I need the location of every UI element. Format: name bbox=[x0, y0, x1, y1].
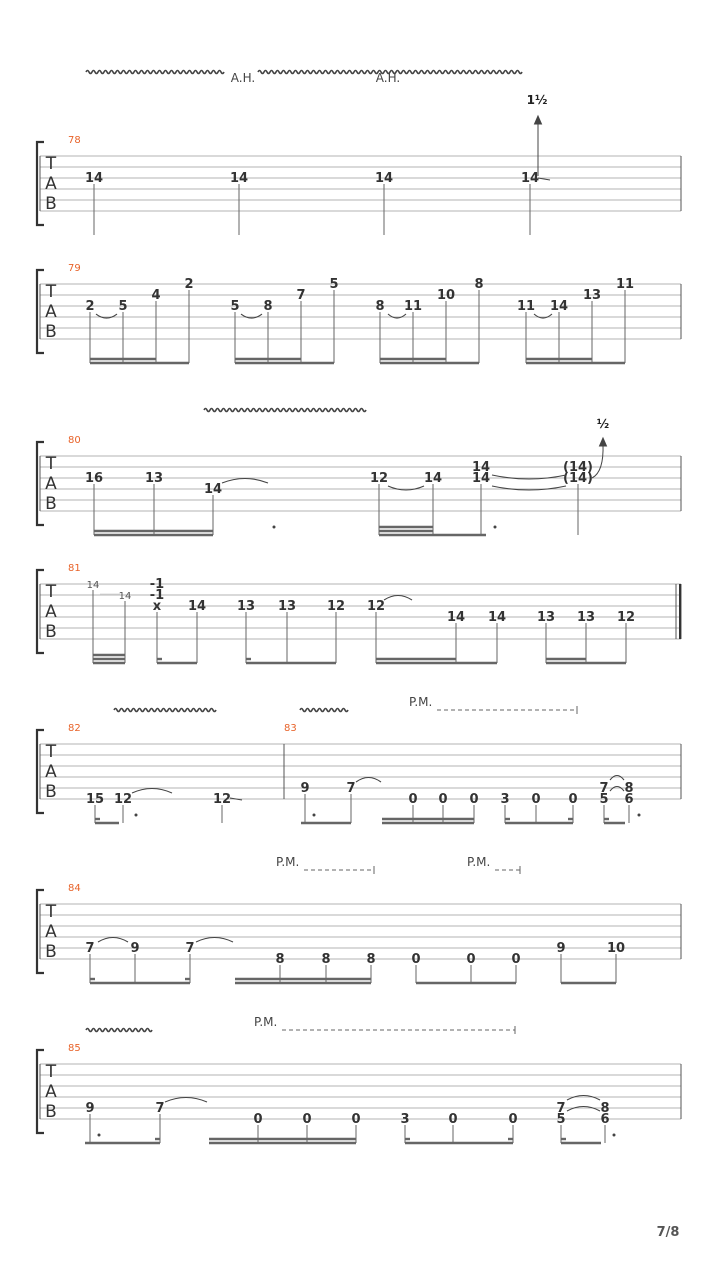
tab-fret-number: 0 bbox=[438, 792, 448, 807]
bar-number: 81 bbox=[68, 563, 81, 574]
tab-system-6 bbox=[37, 883, 681, 983]
tab-fret-number: 14 bbox=[203, 482, 223, 497]
vibrato-mark bbox=[114, 709, 216, 712]
tab-fret-number: 13 bbox=[576, 610, 596, 625]
tab-fret-number: 0 bbox=[466, 952, 476, 967]
tab-fret-number: 5 bbox=[556, 1112, 566, 1127]
bend-amount: 1½ bbox=[526, 93, 548, 107]
tab-fret-number: 8 bbox=[600, 1101, 610, 1116]
tab-fret-number: -1 bbox=[149, 588, 165, 603]
tab-fret-number: 11 bbox=[516, 299, 536, 314]
tab-fret-number: 14 bbox=[520, 171, 540, 186]
tab-fret-number: 6 bbox=[600, 1112, 610, 1127]
tab-clef-letter: T bbox=[45, 742, 57, 762]
tab-fret-number: 6 bbox=[624, 792, 634, 807]
tab-fret-number: 14 bbox=[446, 610, 466, 625]
bar-number: 82 bbox=[68, 723, 81, 734]
tie-arc bbox=[384, 596, 412, 601]
palm-mute-label: P.M. bbox=[467, 855, 491, 869]
tab-fret-number: 13 bbox=[277, 599, 297, 614]
tab-fret-number: 14 bbox=[549, 299, 569, 314]
tab-fret-number: x bbox=[152, 599, 162, 614]
tab-fret-number: 14 bbox=[487, 610, 507, 625]
tab-clef-letter: A bbox=[45, 602, 57, 622]
tab-fret-number: 8 bbox=[366, 952, 376, 967]
dot bbox=[98, 1134, 101, 1137]
tab-fret-number: 0 bbox=[351, 1112, 361, 1127]
tab-fret-number: 14 bbox=[423, 471, 443, 486]
tab-fret-number: 9 bbox=[130, 941, 140, 956]
tab-system-7 bbox=[37, 1043, 681, 1143]
tie-arc bbox=[98, 938, 128, 943]
tab-fret-number: 12 bbox=[326, 599, 346, 614]
tie-arc bbox=[567, 1107, 600, 1112]
tab-fret-number: 11 bbox=[403, 299, 423, 314]
tab-fret-number: 11 bbox=[615, 277, 635, 292]
tab-clef-letter: A bbox=[45, 922, 57, 942]
tab-clef-letter: A bbox=[45, 762, 57, 782]
tab-fret-number: 0 bbox=[408, 792, 418, 807]
palm-mute-label: P.M. bbox=[276, 855, 300, 869]
tab-fret-number: 4 bbox=[151, 288, 161, 303]
tab-clef-letter: B bbox=[45, 1102, 57, 1122]
tab-fret-number: 12 bbox=[616, 610, 636, 625]
tie-arc bbox=[165, 1098, 207, 1103]
vibrato-mark bbox=[204, 409, 366, 412]
tab-fret-number: 8 bbox=[321, 952, 331, 967]
tab-fret-number: 12 bbox=[369, 471, 389, 486]
tab-fret-number: 0 bbox=[568, 792, 578, 807]
tab-fret-number: (14) bbox=[563, 471, 593, 486]
tab-fret-number: 0 bbox=[508, 1112, 518, 1127]
tab-fret-number: 3 bbox=[500, 792, 510, 807]
tab-fret-number: 5 bbox=[329, 277, 339, 292]
dot bbox=[313, 814, 316, 817]
bar-number: 85 bbox=[68, 1043, 81, 1054]
tab-system-5 bbox=[37, 723, 681, 823]
tab-system-3 bbox=[37, 435, 681, 535]
tab-fret-number: 8 bbox=[263, 299, 273, 314]
bend-curve bbox=[592, 444, 603, 478]
tab-clef-letter: A bbox=[45, 1082, 57, 1102]
tab-fret-number: 7 bbox=[85, 941, 95, 956]
tab-system-2 bbox=[37, 263, 681, 363]
tab-fret-number: 0 bbox=[411, 952, 421, 967]
tab-fret-number: 5 bbox=[599, 792, 609, 807]
bar-number: 80 bbox=[68, 435, 81, 446]
tie-arc bbox=[132, 789, 172, 794]
tab-fret-number: 9 bbox=[556, 941, 566, 956]
tab-clef-letter: T bbox=[45, 582, 57, 602]
tab-fret-number: 16 bbox=[84, 471, 104, 486]
bend-arrowhead bbox=[600, 438, 607, 446]
tab-fret-number: -1 bbox=[149, 577, 165, 592]
vibrato-mark bbox=[86, 71, 224, 74]
tab-fret-number: 2 bbox=[85, 299, 95, 314]
bar-number: 78 bbox=[68, 135, 81, 146]
tab-fret-number: 0 bbox=[448, 1112, 458, 1127]
tab-fret-number: 3 bbox=[400, 1112, 410, 1127]
bend-arrowhead bbox=[535, 116, 542, 124]
tab-clef-letter: B bbox=[45, 942, 57, 962]
tab-fret-number: (14) bbox=[563, 460, 593, 475]
tab-fret-number: 14 bbox=[86, 580, 100, 591]
tab-fret-number: 0 bbox=[302, 1112, 312, 1127]
tab-fret-number: 8 bbox=[624, 781, 634, 796]
tab-clef-letter: A bbox=[45, 474, 57, 494]
tie-arc bbox=[356, 778, 381, 783]
tab-fret-number: 2 bbox=[184, 277, 194, 292]
artificial-harmonic-label: A.H. bbox=[230, 71, 256, 85]
dot bbox=[273, 526, 276, 529]
tie-arc bbox=[567, 1096, 600, 1101]
tab-clef-letter: B bbox=[45, 782, 57, 802]
tab-clef-letter: B bbox=[45, 322, 57, 342]
page-number: 7/8 bbox=[656, 1225, 680, 1240]
tab-fret-number: 14 bbox=[229, 171, 249, 186]
tab-fret-number: 10 bbox=[436, 288, 456, 303]
tab-clef-letter: B bbox=[45, 194, 57, 214]
dot bbox=[494, 526, 497, 529]
tie-arc bbox=[222, 479, 268, 484]
tab-fret-number: 7 bbox=[185, 941, 195, 956]
tab-fret-number: 0 bbox=[469, 792, 479, 807]
tab-fret-number: 15 bbox=[85, 792, 105, 807]
vibrato-mark bbox=[300, 709, 348, 712]
tab-fret-number: 13 bbox=[582, 288, 602, 303]
dot bbox=[638, 814, 641, 817]
tie-arc bbox=[196, 938, 233, 943]
tab-fret-number: 7 bbox=[346, 781, 356, 796]
tab-fret-number: 5 bbox=[118, 299, 128, 314]
tab-clef-letter: T bbox=[45, 1062, 57, 1082]
tab-fret-number: 7 bbox=[599, 781, 609, 796]
tab-clef-letter: A bbox=[45, 302, 57, 322]
tab-fret-number: 12 bbox=[113, 792, 133, 807]
tab-fret-number: 14 bbox=[118, 591, 132, 602]
tab-fret-number: 5 bbox=[230, 299, 240, 314]
tab-fret-number: 14 bbox=[471, 471, 491, 486]
tab-fret-number: 7 bbox=[556, 1101, 566, 1116]
tab-fret-number: 12 bbox=[366, 599, 386, 614]
tab-system-4 bbox=[37, 563, 681, 663]
bar-number: 83 bbox=[284, 723, 297, 734]
tab-fret-number: 14 bbox=[374, 171, 394, 186]
bar-number: 84 bbox=[68, 883, 81, 894]
tab-clef-letter: B bbox=[45, 494, 57, 514]
tie-arc bbox=[610, 787, 624, 792]
tab-fret-number: 0 bbox=[511, 952, 521, 967]
tab-fret-number: 14 bbox=[84, 171, 104, 186]
tab-fret-number: 13 bbox=[144, 471, 164, 486]
vibrato-mark bbox=[86, 1029, 152, 1032]
tab-fret-number: 9 bbox=[300, 781, 310, 796]
tab-fret-number: 7 bbox=[296, 288, 306, 303]
artificial-harmonic-label: A.H. bbox=[375, 71, 401, 85]
tab-fret-number: 8 bbox=[275, 952, 285, 967]
tab-clef-letter: A bbox=[45, 174, 57, 194]
tab-clef-letter: T bbox=[45, 154, 57, 174]
tab-clef-letter: B bbox=[45, 622, 57, 642]
tie-arc bbox=[610, 776, 624, 781]
tab-fret-number: 13 bbox=[236, 599, 256, 614]
palm-mute-label: P.M. bbox=[409, 695, 433, 709]
dot bbox=[613, 1134, 616, 1137]
tab-system-1 bbox=[37, 135, 681, 235]
tab-fret-number: 8 bbox=[474, 277, 484, 292]
tab-clef-letter: T bbox=[45, 454, 57, 474]
tab-fret-number: 14 bbox=[187, 599, 207, 614]
tab-fret-number: 7 bbox=[155, 1101, 165, 1116]
bar-number: 79 bbox=[68, 263, 81, 274]
tab-fret-number: 0 bbox=[253, 1112, 263, 1127]
tab-fret-number: 10 bbox=[606, 941, 626, 956]
tab-fret-number: 0 bbox=[531, 792, 541, 807]
tab-fret-number: 12 bbox=[212, 792, 232, 807]
dot bbox=[135, 814, 138, 817]
tab-fret-number: 8 bbox=[375, 299, 385, 314]
tab-fret-number: 14 bbox=[471, 460, 491, 475]
tab-fret-number: 9 bbox=[85, 1101, 95, 1116]
tab-clef-letter: T bbox=[45, 282, 57, 302]
palm-mute-label: P.M. bbox=[254, 1015, 278, 1029]
tab-fret-number: 13 bbox=[536, 610, 556, 625]
tab-clef-letter: T bbox=[45, 902, 57, 922]
bend-amount: ½ bbox=[596, 417, 610, 431]
